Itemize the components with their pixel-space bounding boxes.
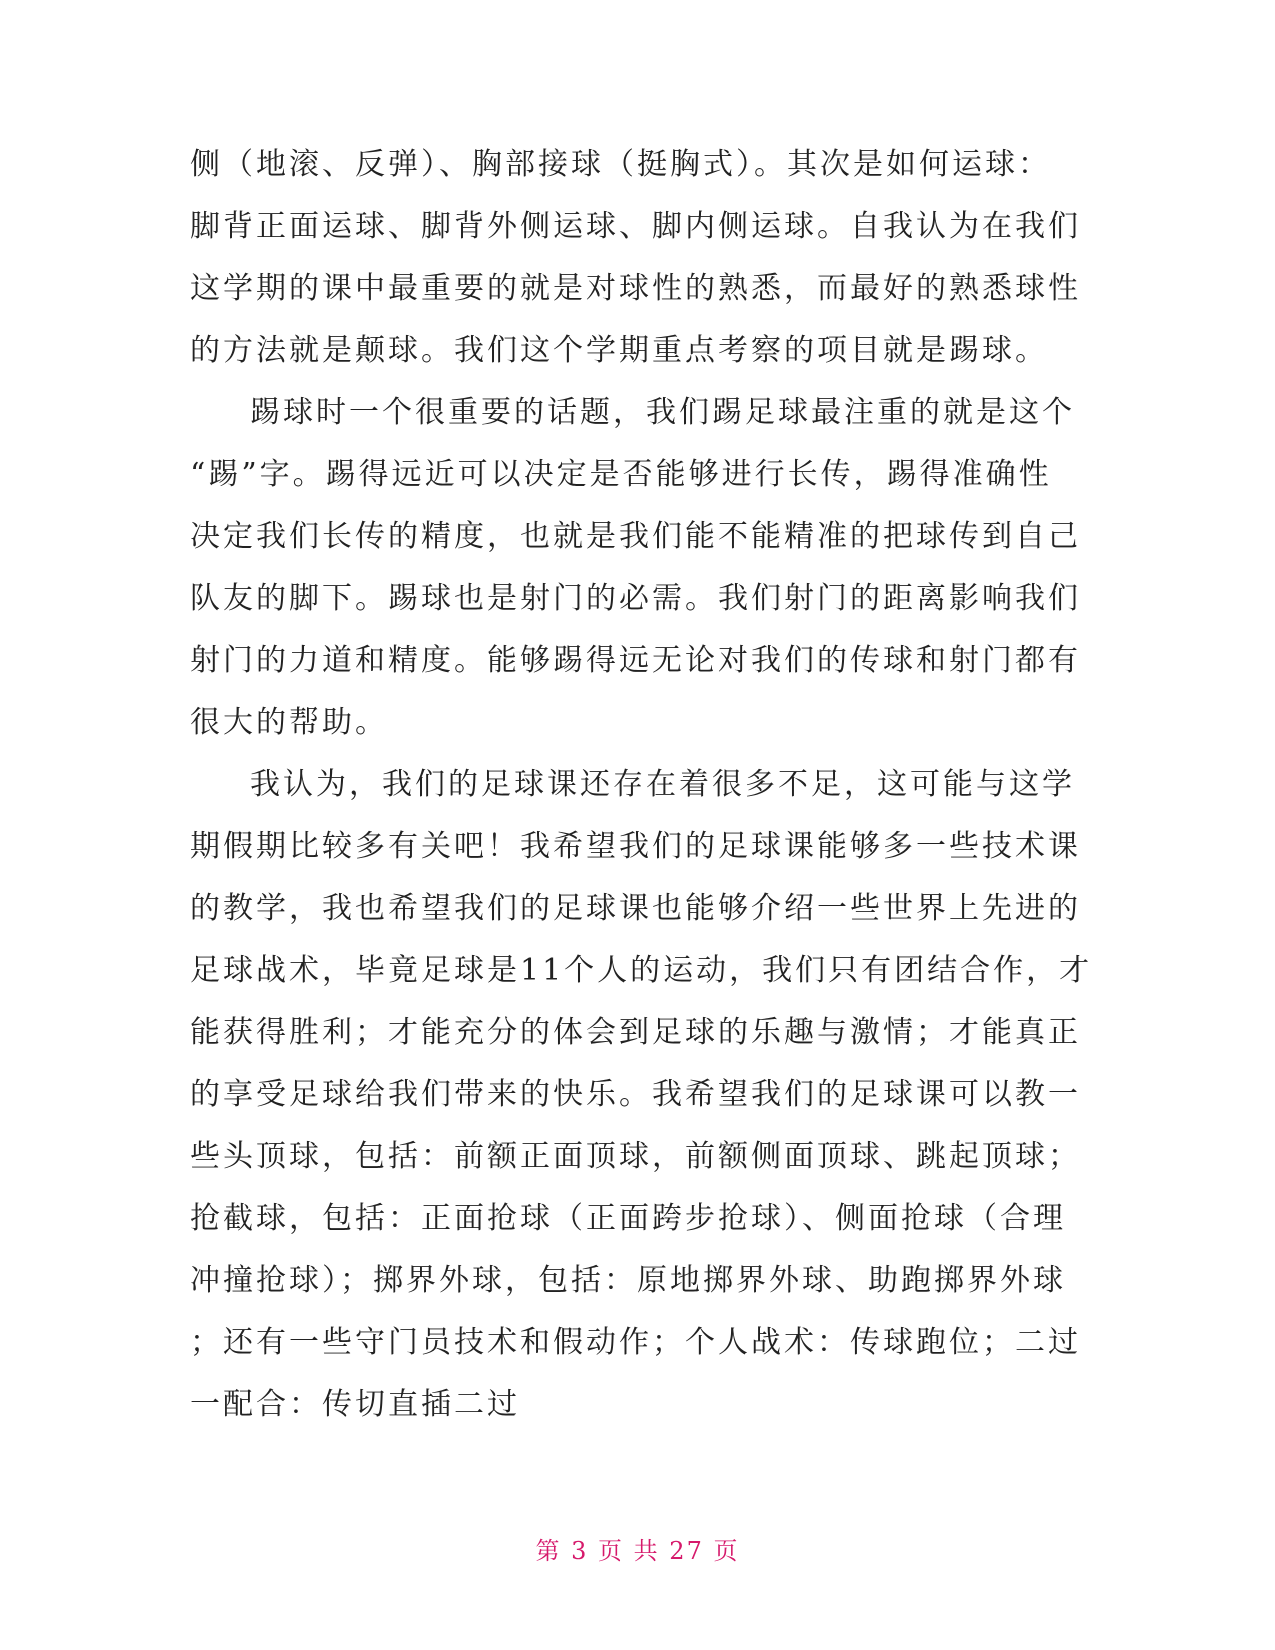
text-line: 侧（地滚、反弹）、胸部接球（挺胸式）。其次是如何运球： xyxy=(190,147,1051,182)
text-line: 足球战术，毕竟足球是11个人的运动，我们只有团结合作，才 xyxy=(190,953,1093,988)
text-line: 很大的帮助。 xyxy=(190,705,388,740)
text-line: ；还有一些守门员技术和假动作；个人战术：传球跑位；二过 xyxy=(190,1325,1081,1360)
text-line: “踢”字。踢得远近可以决定是否能够进行长传，踢得准确性 xyxy=(190,457,1052,492)
text-line: 的教学，我也希望我们的足球课也能够介绍一些世界上先进的 xyxy=(190,891,1081,926)
text-line: 一配合：传切直插二过 xyxy=(190,1387,520,1422)
text-line: 抢截球，包括：正面抢球（正面跨步抢球）、侧面抢球（合理 xyxy=(190,1201,1066,1236)
paragraph-start-line: 踢球时一个很重要的话题，我们踢足球最注重的就是这个 xyxy=(250,395,1075,430)
text-line: 队友的脚下。踢球也是射门的必需。我们射门的距离影响我们 xyxy=(190,581,1081,616)
text-line: 射门的力道和精度。能够踢得远无论对我们的传球和射门都有 xyxy=(190,643,1081,678)
text-line: 些头顶球，包括：前额正面顶球，前额侧面顶球、跳起顶球； xyxy=(190,1139,1081,1174)
text-line: 脚背正面运球、脚背外侧运球、脚内侧运球。自我认为在我们 xyxy=(190,209,1081,244)
text-line: 能获得胜利；才能充分的体会到足球的乐趣与激情；才能真正 xyxy=(190,1015,1081,1050)
page-number-footer: 第 3 页 共 27 页 xyxy=(535,1537,740,1565)
text-line: 冲撞抢球）；掷界外球，包括：原地掷界外球、助跑掷界外球 xyxy=(190,1263,1066,1298)
paragraph-start-line: 我认为，我们的足球课还存在着很多不足，这可能与这学 xyxy=(250,767,1075,802)
text-line: 的享受足球给我们带来的快乐。我希望我们的足球课可以教一 xyxy=(190,1077,1081,1112)
text-line: 的方法就是颠球。我们这个学期重点考察的项目就是踢球。 xyxy=(190,333,1048,368)
text-line: 决定我们长传的精度，也就是我们能不能精准的把球传到自己 xyxy=(190,519,1081,554)
text-line: 期假期比较多有关吧！我希望我们的足球课能够多一些技术课 xyxy=(190,829,1081,864)
text-line: 这学期的课中最重要的就是对球性的熟悉，而最好的熟悉球性 xyxy=(190,271,1081,306)
